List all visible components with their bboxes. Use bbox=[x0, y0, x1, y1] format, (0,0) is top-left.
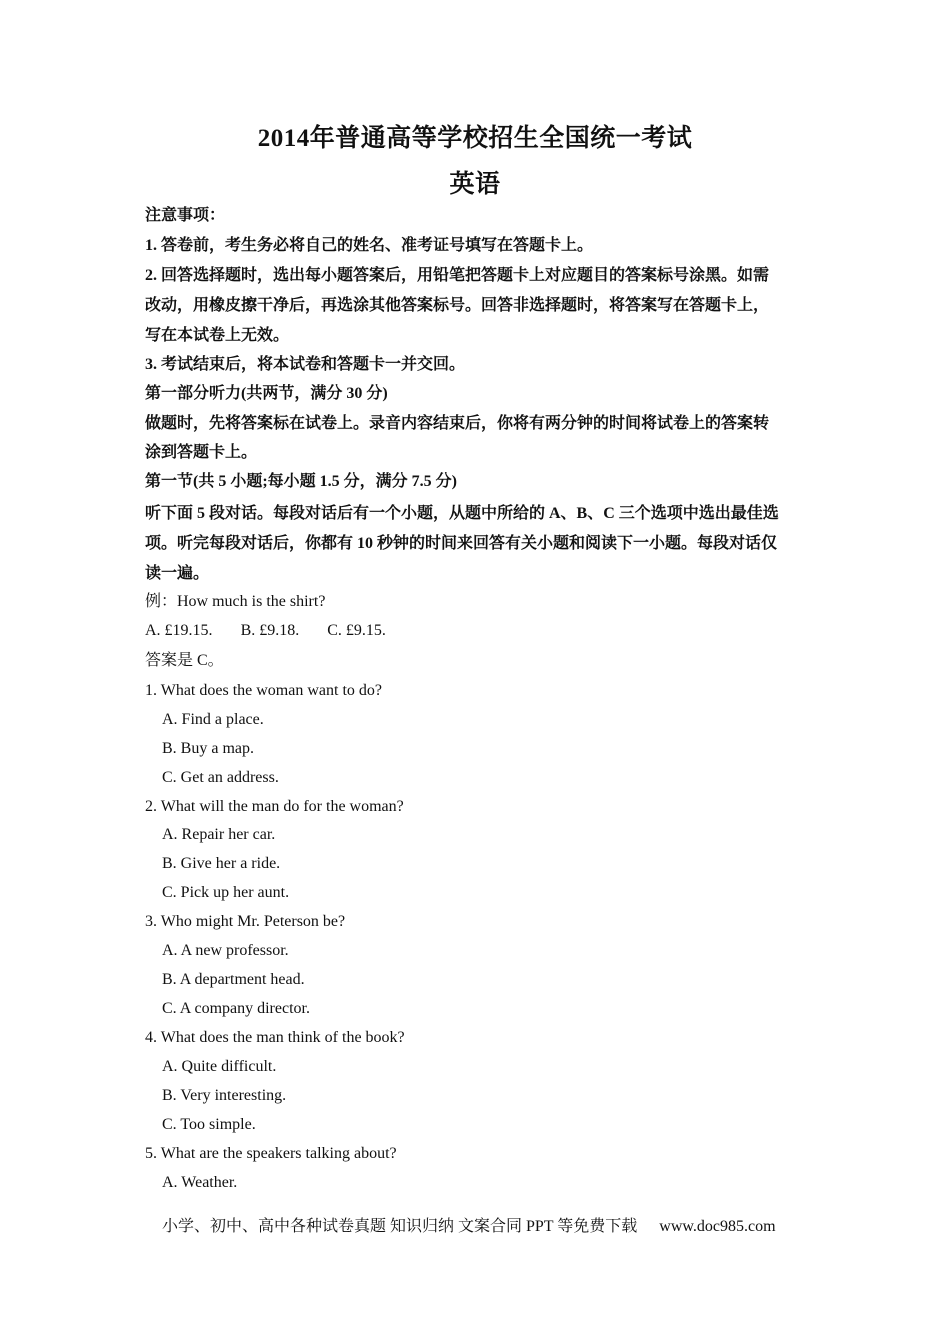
question-4-option-c: C. Too simple. bbox=[162, 1116, 256, 1133]
exam-subject: 英语 bbox=[449, 171, 501, 198]
question-4-option-b: B. Very interesting. bbox=[162, 1087, 287, 1104]
question-2-stem: 2. What will the man do for the woman? bbox=[145, 798, 404, 815]
part1-instruction-line-2: 涂到答题卡上。 bbox=[145, 444, 258, 461]
question-3-option-a: A. A new professor. bbox=[162, 942, 289, 959]
question-5-stem: 5. What are the speakers talking about? bbox=[145, 1145, 397, 1162]
example-option-c: C. £9.15. bbox=[327, 622, 386, 639]
example-answer: 答案是 C。 bbox=[145, 652, 224, 669]
section1-instruction-line-3: 读一遍。 bbox=[145, 565, 210, 582]
page-footer bbox=[162, 1213, 776, 1236]
example-option-a: A. £19.15. bbox=[145, 622, 213, 639]
question-2-option-c: C. Pick up her aunt. bbox=[162, 884, 290, 901]
question-3-stem: 3. Who might Mr. Peterson be? bbox=[145, 913, 346, 930]
question-4-option-a: A. Quite difficult. bbox=[162, 1058, 277, 1075]
notice-item-2-line-1: 2. 回答选择题时，选出每小题答案后，用铅笔把答题卡上对应题目的答案标号涂黑。如需 bbox=[145, 267, 770, 284]
question-2-option-b: B. Give her a ride. bbox=[162, 855, 281, 872]
question-3-option-c: C. A company director. bbox=[162, 1000, 310, 1017]
question-1-option-b: B. Buy a map. bbox=[162, 740, 254, 757]
notice-item-2-line-2: 改动，用橡皮擦干净后，再选涂其他答案标号。回答非选择题时，将答案写在答题卡上， bbox=[145, 297, 770, 314]
example-question: 例：How much is the shirt? bbox=[145, 593, 326, 610]
question-1-stem: 1. What does the woman want to do? bbox=[145, 682, 382, 699]
example-option-b: B. £9.18. bbox=[240, 622, 300, 639]
section1-instruction-line-2: 项。听完每段对话后，你都有 10 秒钟的时间来回答有关小题和阅读下一小题。每段对话仅 bbox=[145, 535, 778, 552]
question-4-stem: 4. What does the man think of the book? bbox=[145, 1029, 405, 1046]
notice-heading: 注意事项： bbox=[145, 207, 226, 224]
question-2-option-a: A. Repair her car. bbox=[162, 826, 276, 843]
question-1-option-c: C. Get an address. bbox=[162, 769, 279, 786]
footer-text: 小学、初中、高中各种试卷真题 知识归纳 文案合同 PPT 等免费下载 bbox=[162, 1218, 638, 1235]
section1-heading: 第一节(共 5 小题;每小题 1.5 分，满分 7.5 分) bbox=[145, 473, 457, 490]
part1-instruction-line-1: 做题时，先将答案标在试卷上。录音内容结束后，你将有两分钟的时间将试卷上的答案转 bbox=[145, 415, 770, 432]
exam-title: 2014年普通高等学校招生全国统一考试 bbox=[257, 125, 693, 152]
example-options bbox=[145, 621, 815, 641]
section1-instruction-line-1: 听下面 5 段对话。每段对话后有一个小题，从题中所给的 A、B、C 三个选项中选出最佳选 bbox=[145, 505, 779, 522]
notice-item-2-line-3: 写在本试卷上无效。 bbox=[145, 327, 290, 344]
question-3-option-b: B. A department head. bbox=[162, 971, 305, 988]
notice-item-3: 3. 考试结束后，将本试卷和答题卡一并交回。 bbox=[145, 356, 466, 373]
footer-site-link[interactable]: www.doc985.com bbox=[659, 1218, 776, 1235]
question-1-option-a: A. Find a place. bbox=[162, 711, 264, 728]
notice-item-1: 1. 答卷前，考生务必将自己的姓名、准考证号填写在答题卡上。 bbox=[145, 237, 594, 254]
question-5-option-a: A. Weather. bbox=[162, 1174, 238, 1191]
part1-heading: 第一部分听力(共两节，满分 30 分) bbox=[145, 385, 388, 402]
